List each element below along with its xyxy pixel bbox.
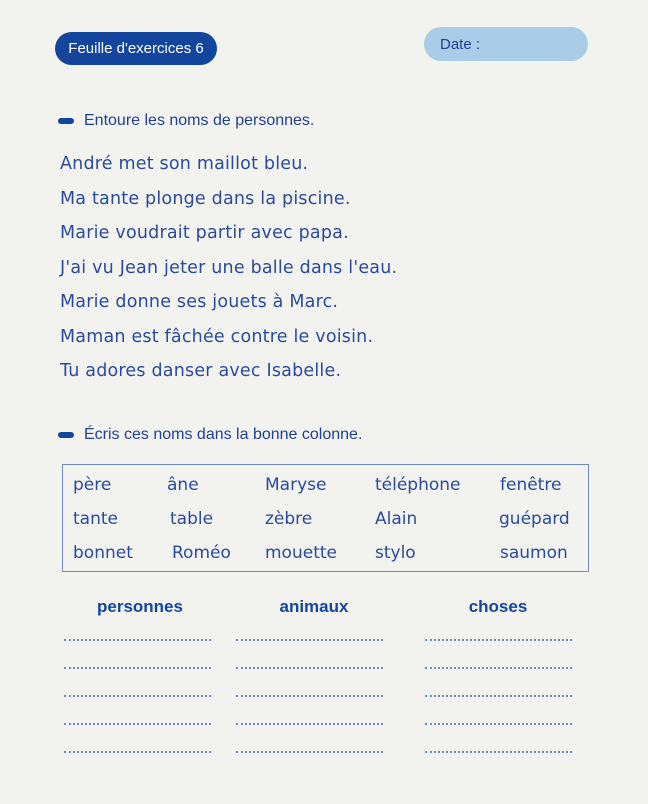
instruction-2 <box>58 426 362 444</box>
word-item: table <box>170 509 214 529</box>
sentence-item[interactable]: Maman est fâchée contre le voisin. <box>60 326 374 347</box>
column-header-personnes: personnes <box>97 597 183 616</box>
instruction-2-text: Écris ces noms dans la bonne colonne. <box>84 426 363 443</box>
sentence-item[interactable]: Ma tante plonge dans la piscine. <box>60 188 351 209</box>
answer-line[interactable] <box>64 751 211 753</box>
answer-line[interactable] <box>236 751 383 753</box>
word-item: guépard <box>499 509 570 529</box>
word-bank <box>62 464 589 572</box>
word-item: fenêtre <box>500 475 562 495</box>
sentence-item[interactable]: J'ai vu Jean jeter une balle dans l'eau. <box>60 257 398 278</box>
instruction-1-text: Entoure les noms de personnes. <box>84 112 315 129</box>
answer-line[interactable] <box>236 667 383 669</box>
answer-line[interactable] <box>425 723 572 725</box>
answer-line[interactable] <box>425 639 572 641</box>
word-item: téléphone <box>375 475 461 495</box>
sentence-list <box>60 147 397 389</box>
word-item: mouette <box>265 543 337 563</box>
bullet-dash-icon <box>58 118 74 124</box>
word-item: Maryse <box>265 475 327 495</box>
answer-line[interactable] <box>64 667 211 669</box>
word-item: tante <box>73 509 118 529</box>
word-item: saumon <box>500 543 568 563</box>
date-field[interactable] <box>424 27 588 61</box>
column-header-animaux: animaux <box>279 597 349 616</box>
bullet-dash-icon <box>58 432 74 438</box>
worksheet-title: Feuille d'exercices 6 <box>55 32 217 65</box>
instruction-1 <box>58 112 314 130</box>
word-item: bonnet <box>73 543 133 563</box>
answer-line[interactable] <box>236 723 383 725</box>
column-header-choses: choses <box>468 597 528 616</box>
word-item: Alain <box>375 509 418 529</box>
answer-line[interactable] <box>236 695 383 697</box>
answer-line[interactable] <box>425 667 572 669</box>
answer-line[interactable] <box>425 751 572 753</box>
word-item: Roméo <box>172 543 231 563</box>
sentence-item[interactable]: Tu adores danser avec Isabelle. <box>60 361 342 381</box>
answer-line[interactable] <box>236 639 383 641</box>
word-item: zèbre <box>265 509 313 529</box>
answer-line[interactable] <box>64 695 211 697</box>
sentence-item[interactable]: Marie donne ses jouets à Marc. <box>60 292 339 312</box>
word-item: stylo <box>375 543 416 563</box>
answer-line[interactable] <box>425 695 572 697</box>
word-item: père <box>73 475 112 495</box>
date-label: Date : <box>440 35 481 53</box>
word-item: âne <box>167 475 199 495</box>
answer-line[interactable] <box>64 723 211 725</box>
answer-line[interactable] <box>64 639 211 641</box>
sentence-item[interactable]: André met son maillot bleu. <box>60 154 309 174</box>
sentence-item[interactable]: Marie voudrait partir avec papa. <box>60 223 349 243</box>
